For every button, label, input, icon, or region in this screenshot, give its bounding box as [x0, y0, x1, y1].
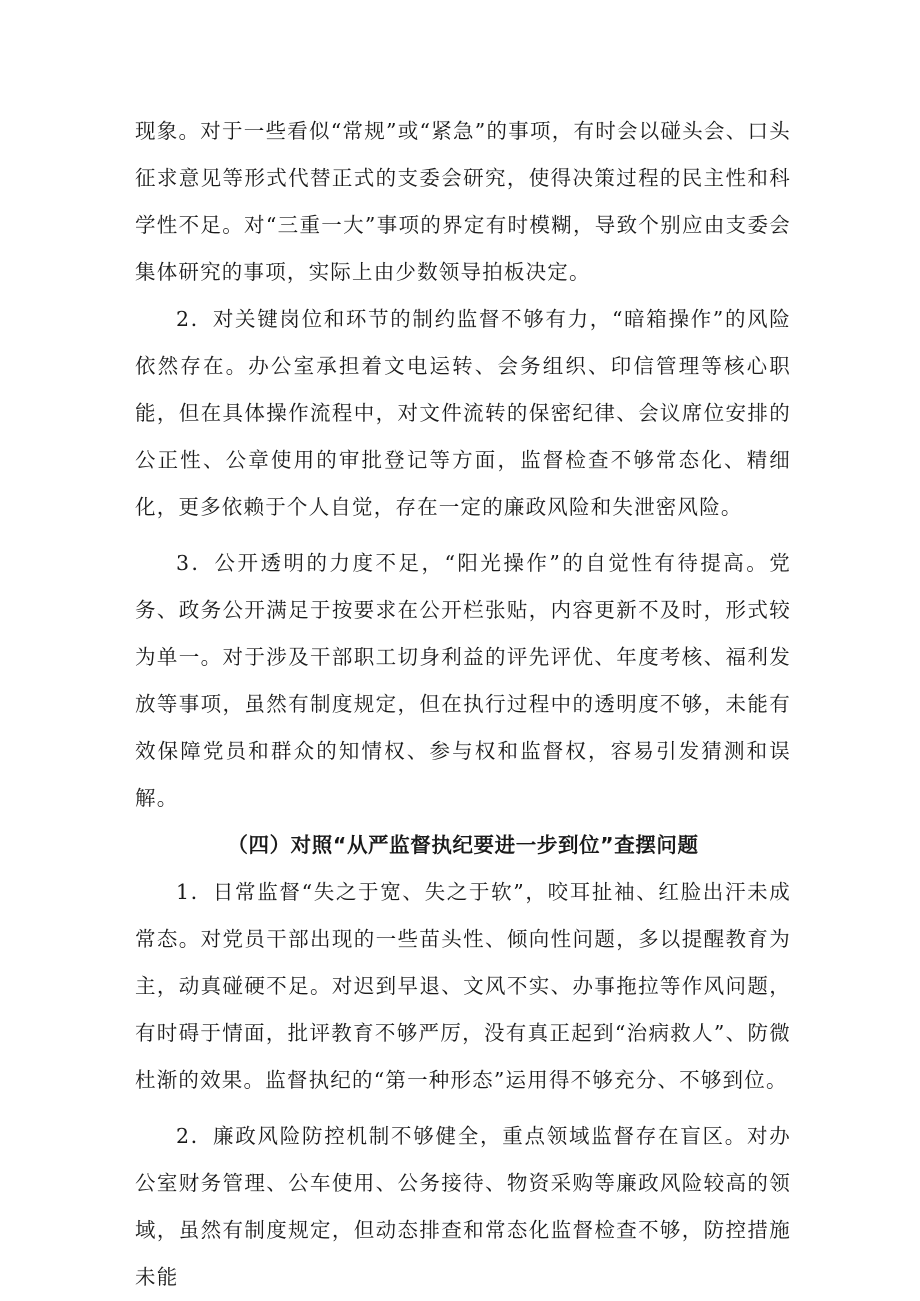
paragraph-item-1-daily-supervision: 1．日常监督“失之于宽、失之于软”，咬耳扯袖、红脸出汗未成常态。对党员干部出现的一些苗头性、倾向性问题，多以提醒教育为主，动真碰硬不足。对迟到早退、文风不实、办事拖拉等作风问题，有时碍于情面，批评教育不够严厉，没有真正起到“治病救人”、防微杜渐的效果。监督执纪的“第一种形态”运用得不够充分、不够到位。 — [135, 880, 791, 1092]
paragraph-continuation: 现象。对于一些看似“常规”或“紧急”的事项，有时会以碰头会、口头征求意见等形式代替正式的支委会研究，使得决策过程的民主性和科学性不足。对“三重一大”事项的界定有时模糊，导致个别应由支委会集体研究的事项，实际上由少数领导拍板决定。 — [135, 119, 791, 284]
paragraph-item-2-risk-control: 2．廉政风险防控机制不够健全，重点领域监督存在盲区。对办公室财务管理、公车使用、公务接待、物资采购等廉政风险较高的领域，虽然有制度规定，但动态排查和常态化监督检查不够，防控措施未能 — [135, 1124, 791, 1289]
section-heading-four: （四）对照“从严监督执纪要进一步到位”查摆问题 — [227, 833, 699, 857]
paragraph-item-3-transparency: 3．公开透明的力度不足，“阳光操作”的自觉性有待提高。党务、政务公开满足于按要求在公开栏张贴，内容更新不及时，形式较为单一。对于涉及干部职工切身利益的评先评优、年度考核、福利发放等事项，虽然有制度规定，但在执行过程中的透明度不够，未能有效保障党员和群众的知情权、参与权和监督权，容易引发猜测和误解。 — [135, 551, 791, 810]
document-body — [135, 108, 791, 1301]
paragraph-item-2-supervision: 2．对关键岗位和环节的制约监督不够有力，“暗箱操作”的风险依然存在。办公室承担着文电运转、会务组织、印信管理等核心职能，但在具体操作流程中，对文件流转的保密纪律、会议席位安排的公正性、公章使用的审批登记等方面，监督检查不够常态化、精细化，更多依赖于个人自觉，存在一定的廉政风险和失泄密风险。 — [135, 307, 791, 519]
